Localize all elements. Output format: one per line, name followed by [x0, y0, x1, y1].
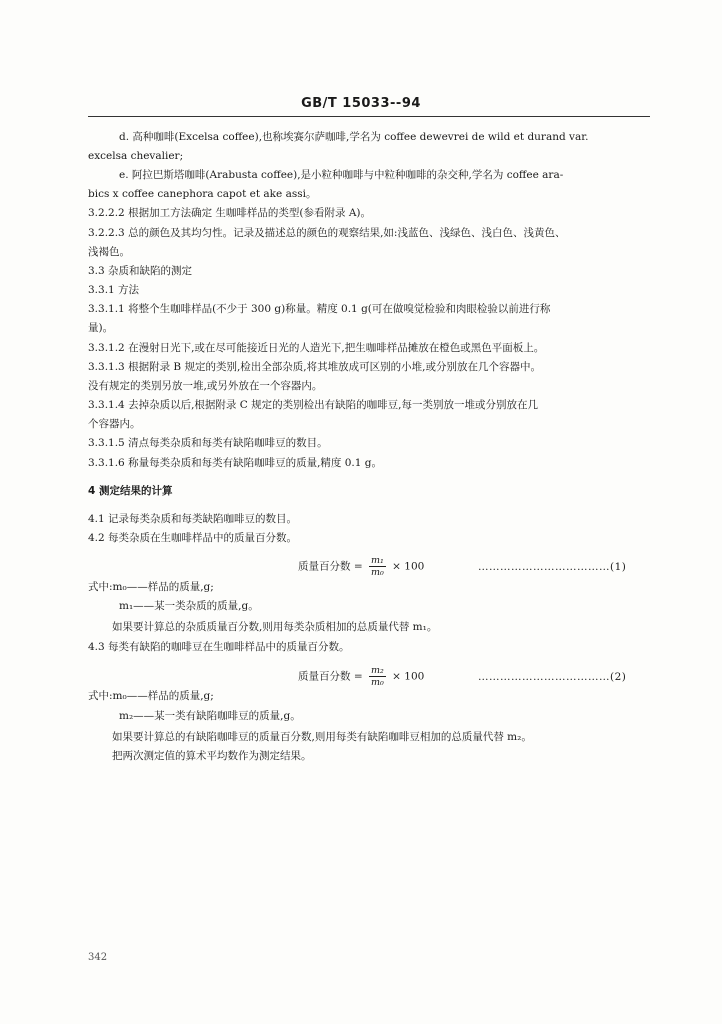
text-line: 式中:m₀——样品的质量,g;: [88, 581, 214, 593]
text-line: m₁——某一类杂质的质量,g。: [119, 600, 259, 612]
formula-2-rhs: × 100: [392, 670, 425, 683]
text-line: 3.3.1.4 去掉杂质以后,根据附录 C 规定的类别检出有缺陷的咖啡豆,每一类别放一堆或分别放在几: [88, 399, 538, 411]
text-line: 4.2 每类杂质在生咖啡样品中的质量百分数。: [88, 532, 298, 544]
text-line: 3.3.1.3 根据附录 B 规定的类别,检出全部杂质,将其堆放成可区别的小堆,或分别放在几个容器中。: [88, 361, 541, 373]
text-line: 3.3.1.1 将整个生咖啡样品(不少于 300 g)称量。精度 0.1 g(可在做嗅觉检验和肉眼检验以前进行称: [88, 303, 551, 315]
text-line: 3.3 杂质和缺陷的测定: [88, 265, 193, 277]
text-line: 4 测定结果的计算: [88, 485, 173, 497]
formula-1: [298, 555, 424, 578]
header-rule: [88, 116, 650, 117]
formula-1-denominator: m₀: [370, 567, 384, 578]
text-line: 4.3 每类有缺陷的咖啡豆在生咖啡样品中的质量百分数。: [88, 641, 350, 653]
formula-2-lhs: 质量百分数 =: [298, 670, 363, 683]
text-line: m₂——某一类有缺陷咖啡豆的质量,g。: [119, 710, 301, 722]
text-line: 式中:m₀——样品的质量,g;: [88, 690, 214, 702]
formula-1-fraction: [369, 555, 386, 578]
text-line: 如果要计算总的有缺陷咖啡豆的质量百分数,则用每类有缺陷咖啡豆相加的总质量代替 m₂。: [112, 731, 532, 743]
formula-1-number: ………………………………(1): [478, 561, 627, 573]
formula-1-lhs: 质量百分数 =: [298, 560, 363, 573]
text-line: excelsa chevalier;: [88, 150, 184, 162]
text-line: bics x coffee canephora capot et ake assi。: [88, 188, 317, 200]
text-line: 量)。: [88, 322, 114, 334]
text-line: 如果要计算总的杂质质量百分数,则用每类杂质相加的总质量代替 m₁。: [112, 621, 438, 633]
formula-2: [298, 665, 424, 688]
text-line: 3.3.1.6 称量每类杂质和每类有缺陷咖啡豆的质量,精度 0.1 g。: [88, 457, 383, 469]
text-line: e. 阿拉巴斯塔咖啡(Arabusta coffee),是小粒种咖啡与中粒种咖啡的杂交种,学名为 coffee ara-: [119, 169, 564, 181]
text-line: 把两次测定值的算术平均数作为测定结果。: [112, 750, 312, 762]
text-line: 个容器内。: [88, 418, 141, 430]
formula-2-fraction: [369, 665, 386, 688]
page-number: 342: [88, 952, 108, 963]
text-line: 没有规定的类别另放一堆,或另外放在一个容器内。: [88, 380, 323, 392]
text-line: 3.3.1.2 在漫射日光下,或在尽可能接近日光的人造光下,把生咖啡样品摊放在橙色或黑色平面板上。: [88, 342, 545, 354]
text-line: 3.2.2.2 根据加工方法确定 生咖啡样品的类型(参看附录 A)。: [88, 207, 372, 219]
formula-2-denominator: m₀: [370, 677, 384, 688]
formula-1-rhs: × 100: [392, 560, 425, 573]
formula-2-numerator: m₂: [370, 665, 384, 676]
text-line: 3.3.1.5 清点每类杂质和每类有缺陷咖啡豆的数目。: [88, 437, 328, 449]
formula-1-numerator: m₁: [370, 555, 384, 566]
text-line: d. 高种咖啡(Excelsa coffee),也称埃赛尔萨咖啡,学名为 coffee dewevrei de wild et durand var.: [119, 131, 589, 143]
text-line: 3.3.1 方法: [88, 284, 140, 296]
text-line: 浅褐色。: [88, 246, 130, 258]
standard-header: GB/T 15033--94: [301, 96, 421, 111]
text-line: 4.1 记录每类杂质和每类缺陷咖啡豆的数目。: [88, 513, 298, 525]
formula-2-number: ………………………………(2): [478, 671, 627, 683]
text-line: 3.2.2.3 总的颜色及其均匀性。记录及描述总的颜色的观察结果,如:浅蓝色、浅绿色、浅白色、浅黄色、: [88, 227, 566, 239]
